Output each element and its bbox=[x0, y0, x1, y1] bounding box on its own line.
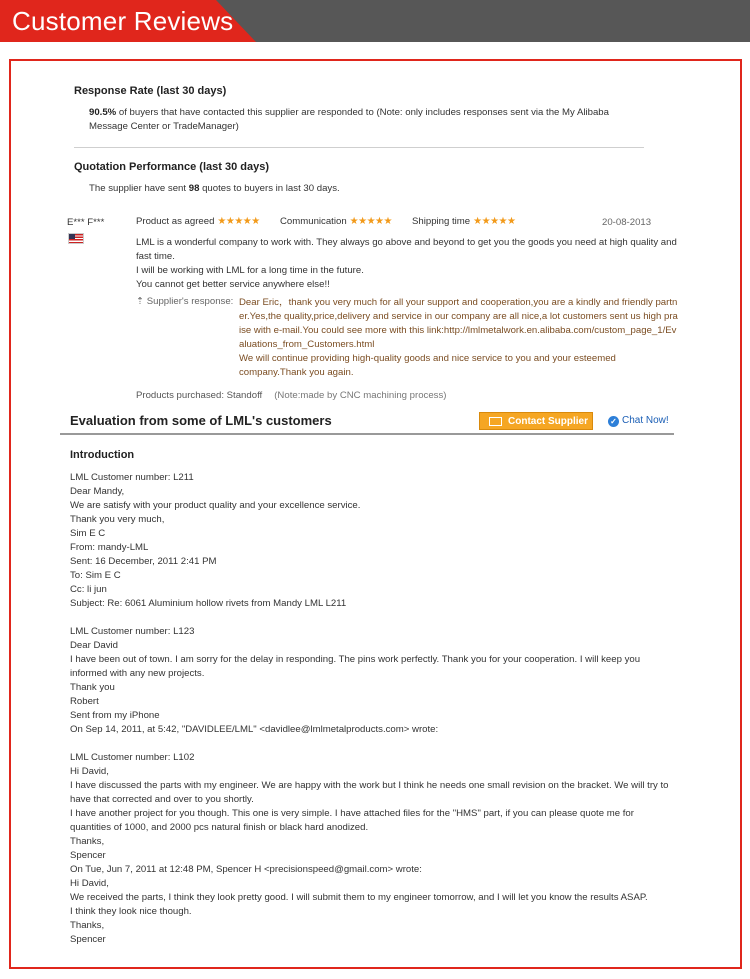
star-rating-icon: ★★★★★ bbox=[349, 216, 392, 227]
letter-line: Hi David, bbox=[70, 878, 109, 889]
purchase-note: (Note:made by CNC machining process) bbox=[274, 390, 447, 401]
supplier-response-label: ⇡ Supplier's response: bbox=[136, 296, 234, 307]
response-rate-description: of buyers that have contacted this supplier are responded to (Note: only includes responses sent via the My Alibaba Message Center or TradeManager) bbox=[89, 107, 609, 132]
letter-line: Spencer bbox=[70, 934, 106, 945]
introduction-heading: Introduction bbox=[70, 449, 135, 461]
divider bbox=[74, 147, 644, 148]
letter-line: LML Customer number: L102 bbox=[70, 752, 195, 763]
letter-line: I think they look nice though. bbox=[70, 906, 192, 917]
letter-line: We are satisfy with your product quality and your excellence service. bbox=[70, 500, 361, 511]
chat-now-link[interactable]: ✓ Chat Now! bbox=[608, 415, 669, 427]
letter-line bbox=[70, 737, 670, 751]
letter-line: Dear Mandy, bbox=[70, 486, 125, 497]
envelope-icon bbox=[489, 417, 502, 426]
letter-line: We received the parts, I think they look pretty good. I will submit them to my engineer tomorrow, and I will let you know the results ASAP. bbox=[70, 892, 648, 903]
response-rate-text bbox=[89, 106, 649, 134]
quotation-text: The supplier have sent 98 quotes to buyers in last 30 days. bbox=[89, 183, 340, 194]
reply-arrow-icon: ⇡ bbox=[136, 296, 147, 307]
letter-line: Sent: 16 December, 2011 2:41 PM bbox=[70, 556, 217, 567]
letter-line: To: Sim E C bbox=[70, 570, 121, 581]
letter-line: I have discussed the parts with my engineer. We are happy with the work but I think he needs one small revision on the bracket. We will try to have that corrected and over to you shortly. bbox=[70, 780, 669, 805]
response-rate-percent: 90.5% bbox=[89, 107, 117, 118]
us-flag-icon bbox=[68, 233, 84, 244]
review-date: 20-08-2013 bbox=[602, 217, 652, 228]
header-banner bbox=[0, 0, 750, 42]
letter-line: Thank you very much, bbox=[70, 514, 165, 525]
star-rating-icon: ★★★★★ bbox=[217, 216, 260, 227]
letter-line: On Sep 14, 2011, at 5:42, "DAVIDLEE/LML" <davidlee@lmlmetalproducts.com> wrote: bbox=[70, 724, 439, 735]
evaluation-heading: Evaluation from some of LML's customers bbox=[70, 413, 332, 428]
letter-line: Subject: Re: 6061 Aluminium hollow rivets from Mandy LML L211 bbox=[70, 598, 347, 609]
letter-line: Spencer bbox=[70, 850, 106, 861]
letter-line: Thanks, bbox=[70, 920, 105, 931]
letter-line: On Tue, Jun 7, 2011 at 12:48 PM, Spencer H <precisionspeed@gmail.com> wrote: bbox=[70, 864, 422, 875]
customer-letters bbox=[70, 471, 670, 947]
rating-communication: Communication ★★★★★ bbox=[280, 216, 392, 227]
quotation-heading: Quotation Performance (last 30 days) bbox=[74, 161, 269, 173]
page-title: Customer Reviews bbox=[12, 6, 234, 36]
letter-line: Dear David bbox=[70, 640, 118, 651]
letter-line: I have been out of town. I am sorry for the delay in responding. The pins work perfectly. Thank you for your cooperation. I will keep you informed with any new projects. bbox=[70, 654, 641, 679]
rating-shipping: Shipping time ★★★★★ bbox=[412, 216, 516, 227]
letter-line: LML Customer number: L123 bbox=[70, 626, 195, 637]
supplier-response-text: Dear Eric，thank you very much for all your support and cooperation,you are a kindly and friendly partner.Yes,the quality,price,delivery and service in our company are all nice,a lot customers sent us high praise with e-mail.You could see more with this link:http://lmlmetalwork.en.alibaba.com/custom_page_1/Evaluations_from_Customers.html We will continue providing high-quality goods and nice service to you and your esteemed company.Thank you again. bbox=[239, 297, 678, 378]
letter-line: From: mandy-LML bbox=[70, 542, 149, 553]
letter-line: I have another project for you though. This one is very simple. I have attached files for the "HMS" part, if you can please quote me for quantities of 1000, and 2000 pcs natural finish or black hard anodized. bbox=[70, 808, 634, 833]
letter-line: Sim E C bbox=[70, 528, 106, 539]
letter-line: Thanks, bbox=[70, 836, 105, 847]
contact-supplier-button[interactable]: Contact Supplier bbox=[479, 412, 593, 430]
reviewer-name: E*** F*** bbox=[67, 217, 105, 228]
section-divider bbox=[60, 433, 674, 435]
letter-line: LML Customer number: L211 bbox=[70, 472, 194, 483]
letter-line bbox=[70, 611, 670, 625]
letter-line: Thank you bbox=[70, 682, 115, 693]
letter-line: Robert bbox=[70, 696, 99, 707]
rating-product: Product as agreed ★★★★★ bbox=[136, 216, 260, 227]
star-rating-icon: ★★★★★ bbox=[473, 216, 516, 227]
review-text: LML is a wonderful company to work with. They always go above and beyond to get you the goods you need at high quality and fast time. I will be working with LML for a long time in the future. You cannot get better service anywhere else!! bbox=[136, 237, 677, 290]
letter-line: Cc: li jun bbox=[70, 584, 107, 595]
letter-line: Sent from my iPhone bbox=[70, 710, 160, 721]
letter-line: Hi David, bbox=[70, 766, 109, 777]
response-rate-heading: Response Rate (last 30 days) bbox=[74, 85, 227, 97]
products-purchased: Products purchased: Standoff (Note:made by CNC machining process) bbox=[136, 390, 447, 401]
quotation-count: 98 bbox=[188, 183, 200, 194]
chat-icon: ✓ bbox=[608, 416, 619, 427]
